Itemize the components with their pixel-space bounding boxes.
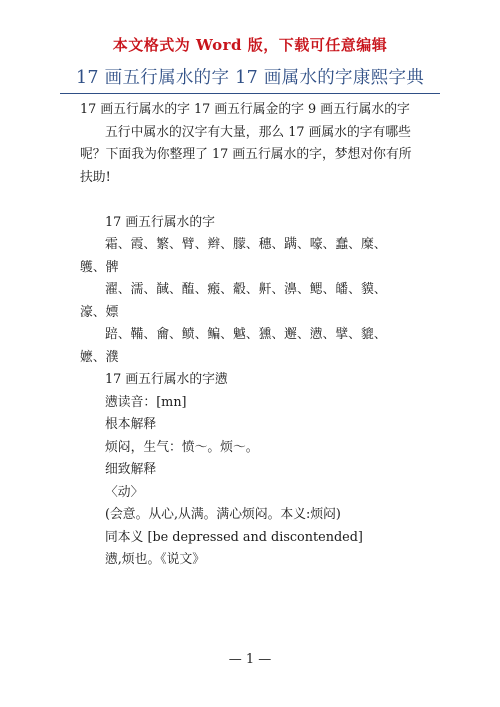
- title-divider: [60, 93, 440, 94]
- page-title: 17 画五行属水的字 17 画属水的字康熙字典: [75, 68, 425, 88]
- section1-heading: 17 画五行属水的字: [105, 214, 215, 230]
- basic-definition: 烦闷，生气：愤～。烦～。: [105, 439, 259, 455]
- char-list-row-2b: 濠、嫖: [80, 304, 119, 320]
- char-list-row-3b: 嬷、濮: [80, 349, 119, 365]
- page-number: — 1 —: [228, 652, 272, 667]
- char-list-row-2a: 濯、濡、馘、醢、瘢、觳、鼾、濞、鳃、皤、貘、: [105, 282, 387, 297]
- char-list-row-1a: 霜、霞、繁、臂、辫、朦、穗、蹒、嚎、蠢、糜、: [105, 237, 387, 252]
- intro-line-4: 扶助!: [80, 169, 111, 185]
- quote-line: 懑,烦也。《说文》: [105, 552, 206, 567]
- char-list-row-3a: 踣、鞴、龠、鲼、鳊、魆、獯、邂、懑、擘、貔、: [105, 327, 387, 342]
- paragraph-gap: [80, 189, 425, 212]
- intro-line-1: 17 画五行属水的字 17 画五行属金的字 9 画五行属水的字: [80, 102, 410, 117]
- basic-explanation-heading: 根本解释: [105, 417, 157, 432]
- section2-heading: 17 画五行属水的字懑: [105, 372, 228, 387]
- same-meaning-line: 同本义 [be depressed and discontended]: [105, 529, 363, 545]
- detailed-explanation-heading: 细致解释: [105, 462, 157, 477]
- char-list-row-1b: 鹱、髀: [80, 259, 119, 275]
- word-format-banner: 本文格式为 Word 版，下载可任意编辑: [112, 36, 388, 54]
- part-of-speech: 〈动〉: [105, 484, 144, 500]
- intro-line-3: 呢？下面我为你整理了 17 画五行属水的字，梦想对你有所: [80, 147, 412, 162]
- etymology-line: (会意。从心,从满。满心烦闷。本义:烦闷): [105, 507, 341, 522]
- intro-line-2: 五行中属水的汉字有大量，那么 17 画属水的字有哪些: [105, 124, 411, 140]
- reading-line: 懑读音：[mn]: [105, 394, 187, 410]
- document-body: [80, 99, 425, 572]
